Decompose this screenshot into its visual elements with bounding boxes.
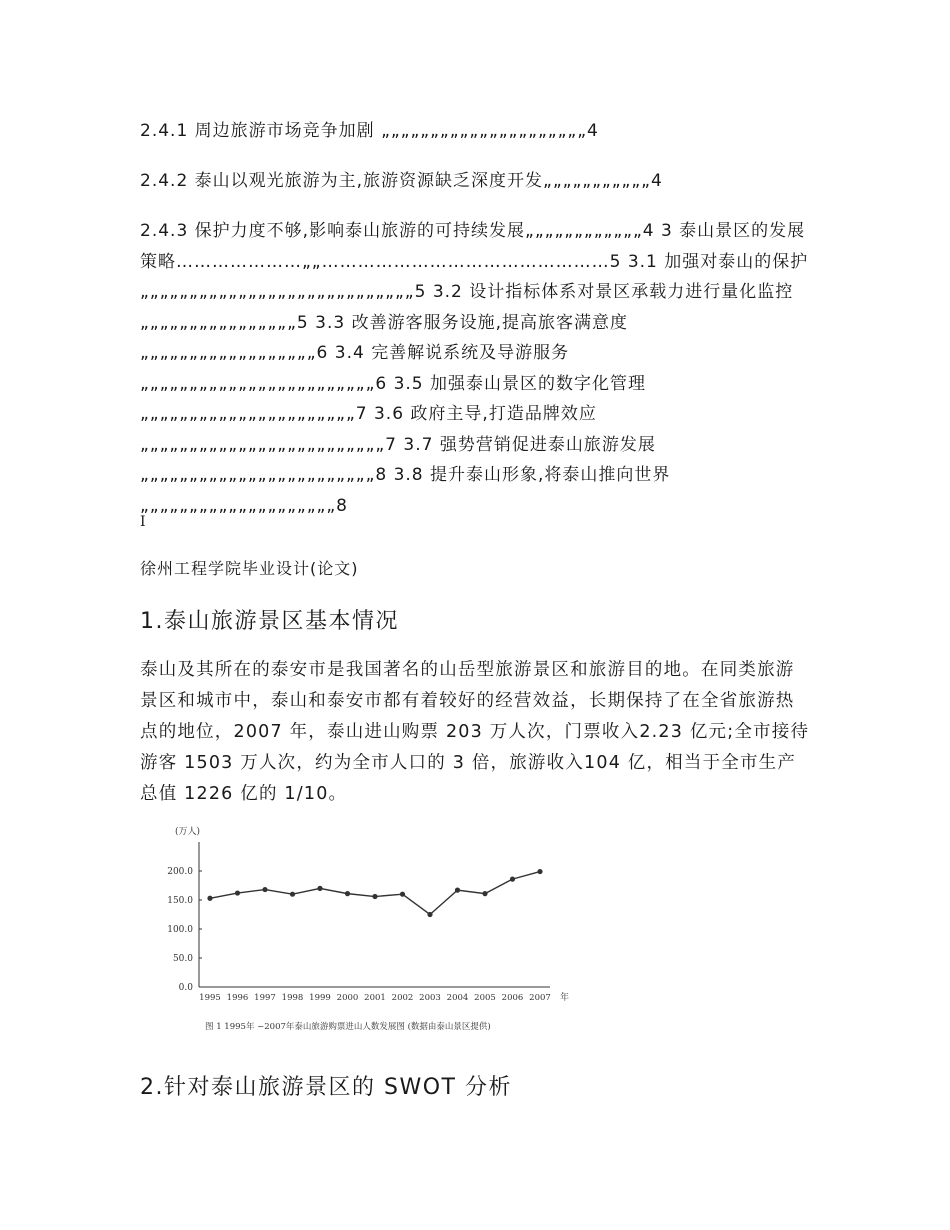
x-tick-label: 2001 <box>364 993 386 1003</box>
x-axis-label: 年 <box>560 993 570 1003</box>
toc-entry-2-4-1: 2.4.1 周边旅游市场竞争加剧 „„„„„„„„„„„„„„„„„„„„„4 <box>140 121 599 141</box>
x-tick-label: 2004 <box>446 993 469 1003</box>
page-number: I <box>140 514 146 530</box>
running-header: 徐州工程学院毕业设计(论文) <box>140 559 359 578</box>
section-1-title: 1.泰山旅游景区基本情况 <box>140 609 399 634</box>
x-tick-label: 2000 <box>336 993 359 1003</box>
data-point <box>345 891 350 896</box>
y-tick-label: 150.0 <box>167 896 193 906</box>
data-point <box>372 894 377 899</box>
data-point <box>510 877 515 882</box>
y-tick-label: 100.0 <box>167 925 193 935</box>
data-point <box>427 912 432 917</box>
y-axis-label: (万人) <box>175 827 201 837</box>
data-point <box>207 896 212 901</box>
toc-entries-block: 2.4.3 保护力度不够,影响泰山旅游的可持续发展„„„„„„„„„„„„4 3 泰山景区的发展策略…………………„„…………………………………………5 3.1 加强对泰山的保护„„„„„„„„„„„„„„„„„„„„„„„„„„„„5 3.2 设计指标体系对景区承载力进行量化监控„„„„„„„„„„„„„„„„5 3.3 改善游客服务设施,提高旅客满意度 „„„„„„„„„„„„„„„„„„6 3.4 完善解说系统及导游服务„„„„„„„„„„„„„„„„„„„„„„„„6 3.5 加强泰山景区的数字化管理„„„„„„„„„„„„„„„„„„„„„„7 3.6 政府主导,打造品牌效应 „„„„„„„„„„„„„„„„„„„„„„„„„7 3.7 强势营销促进泰山旅游发展„„„„„„„„„„„„„„„„„„„„„„„„8 3.8 提升泰山形象,将泰山推向世界 „„„„„„„„„„„„„„„„„„„„8 <box>140 221 809 516</box>
data-point <box>290 892 295 897</box>
data-point <box>455 888 460 893</box>
x-tick-label: 1997 <box>254 993 276 1003</box>
x-tick-label: 2005 <box>474 993 496 1003</box>
series-line <box>210 872 540 915</box>
x-tick-label: 2007 <box>529 993 551 1003</box>
data-point <box>235 890 240 895</box>
x-tick-label: 1995 <box>199 993 221 1003</box>
data-point <box>262 887 267 892</box>
chart-svg <box>155 822 575 1044</box>
figure-line-chart <box>155 822 575 1044</box>
figure-caption: 图 1 1995年 ~2007年泰山旅游购票进山人数发展图 (数据由泰山景区提供) <box>205 1022 491 1032</box>
toc-entry-2-4-2: 2.4.2 泰山以观光旅游为主,旅游资源缺乏深度开发„„„„„„„„„„„4 <box>140 171 663 191</box>
y-tick-label: 0.0 <box>178 983 193 993</box>
x-tick-label: 1996 <box>226 993 249 1003</box>
y-tick-label: 50.0 <box>172 954 193 964</box>
data-point <box>537 869 542 874</box>
x-tick-label: 1998 <box>281 993 304 1003</box>
x-tick-label: 2006 <box>501 993 524 1003</box>
section-1-body: 泰山及其所在的泰安市是我国著名的山岳型旅游景区和旅游目的地。在同类旅游景区和城市中，泰山和泰安市都有着较好的经营效益，长期保持了在全省旅游热点的地位，2007 年，泰山进山购票 203 万人次，门票收入2.23 亿元;全市接待游客 1503 万人次，约为全市人口的 3 倍，旅游收入104 亿，相当于全市生产总值 1226 亿的 1/10。 <box>140 660 810 804</box>
x-tick-label: 2003 <box>419 993 441 1003</box>
data-point <box>317 886 322 891</box>
x-tick-label: 1999 <box>309 993 331 1003</box>
data-point <box>482 891 487 896</box>
section-2-title: 2.针对泰山旅游景区的 SWOT 分析 <box>140 1075 512 1100</box>
data-point <box>400 892 405 897</box>
y-tick-label: 200.0 <box>167 867 193 877</box>
x-tick-label: 2002 <box>391 993 414 1003</box>
